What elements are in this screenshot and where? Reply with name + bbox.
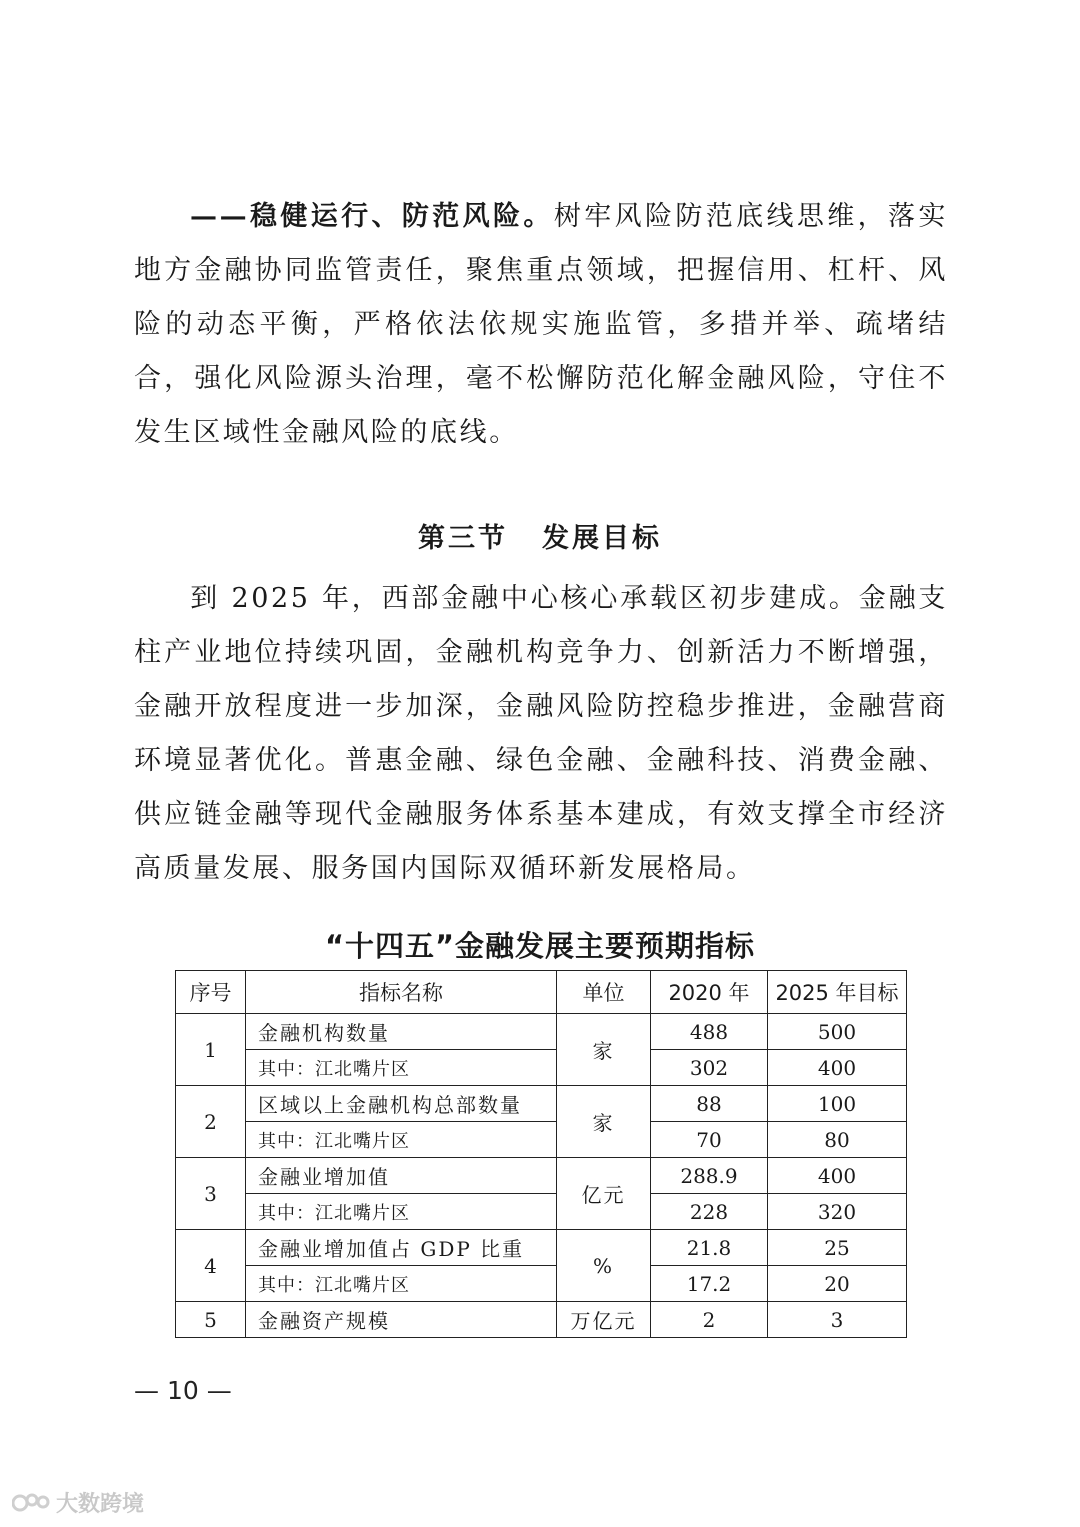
cell-unit: 家 bbox=[557, 1014, 651, 1086]
watermark-text: 大数跨境 bbox=[56, 1492, 145, 1517]
cell-2025: 320 bbox=[768, 1194, 907, 1230]
cell-indicator-name: 其中：江北嘴片区 bbox=[246, 1050, 557, 1086]
table-title: “十四五”金融发展主要预期指标 bbox=[324, 929, 756, 963]
table-row bbox=[176, 1230, 907, 1266]
cell-unit: 亿元 bbox=[557, 1158, 651, 1230]
cell-indicator-name: 金融业增加值占 GDP 比重 bbox=[246, 1230, 557, 1266]
cell-indicator-name: 金融业增加值 bbox=[246, 1158, 557, 1194]
cell-2020: 88 bbox=[651, 1086, 768, 1122]
cell-2020: 2 bbox=[651, 1302, 768, 1338]
cell-2020: 288.9 bbox=[651, 1158, 768, 1194]
table-row bbox=[176, 1266, 907, 1302]
cell-2020: 302 bbox=[651, 1050, 768, 1086]
table-header-row bbox=[176, 971, 907, 1014]
table-row bbox=[176, 1194, 907, 1230]
cell-2025: 3 bbox=[768, 1302, 907, 1338]
page-number: — 10 — bbox=[134, 1376, 232, 1405]
paragraph-body: 树牢风险防范底线思维，落实地方金融协同监管责任，聚焦重点领域，把握信用、杠杆、风险的动态平衡，严格依法依规实施监管，多措并举、疏堵结合，强化风险源头治理，毫不松懈防范化解金融风险，守住不发生区域性金融风险的底线。 bbox=[134, 201, 948, 448]
cell-unit: 万亿元 bbox=[557, 1302, 651, 1338]
cell-indicator-name: 其中：江北嘴片区 bbox=[246, 1194, 557, 1230]
section-heading bbox=[0, 516, 1080, 555]
cell-no: 3 bbox=[176, 1158, 246, 1230]
cell-no: 2 bbox=[176, 1086, 246, 1158]
table-row bbox=[176, 1014, 907, 1050]
table-row bbox=[176, 1086, 907, 1122]
section-title: 发展目标 bbox=[542, 523, 662, 554]
header-2020: 2020 年 bbox=[651, 971, 768, 1014]
table-row bbox=[176, 1158, 907, 1194]
paragraph-risk-prevention bbox=[134, 190, 948, 460]
cell-unit: % bbox=[557, 1230, 651, 1302]
table-row bbox=[176, 1302, 907, 1338]
cell-2020: 488 bbox=[651, 1014, 768, 1050]
section-number: 第三节 bbox=[418, 523, 508, 554]
cell-indicator-name: 其中：江北嘴片区 bbox=[246, 1266, 557, 1302]
watermark bbox=[12, 1487, 144, 1518]
cell-indicator-name: 区域以上金融机构总部数量 bbox=[246, 1086, 557, 1122]
cell-no: 5 bbox=[176, 1302, 246, 1338]
cell-unit: 家 bbox=[557, 1086, 651, 1158]
paragraph-goals-text: 到 2025 年，西部金融中心核心承载区初步建成。金融支柱产业地位持续巩固，金融机构竞争力、创新活力不断增强，金融开放程度进一步加深，金融风险防控稳步推进，金融营商环境显著优化。普惠金融、绿色金融、金融科技、消费金融、供应链金融等现代金融服务体系基本建成，有效支撑全市经济高质量发展、服务国内国际双循环新发展格局。 bbox=[134, 583, 948, 884]
cell-2020: 17.2 bbox=[651, 1266, 768, 1302]
logo-mark-icon bbox=[12, 1490, 52, 1516]
header-indicator-name: 指标名称 bbox=[246, 971, 557, 1014]
table-row bbox=[176, 1122, 907, 1158]
header-unit: 单位 bbox=[557, 971, 651, 1014]
cell-indicator-name: 金融资产规模 bbox=[246, 1302, 557, 1338]
cell-2025: 25 bbox=[768, 1230, 907, 1266]
cell-2025: 400 bbox=[768, 1158, 907, 1194]
cell-2025: 400 bbox=[768, 1050, 907, 1086]
cell-indicator-name: 其中：江北嘴片区 bbox=[246, 1122, 557, 1158]
header-2025-target: 2025 年目标 bbox=[768, 971, 907, 1014]
cell-2025: 80 bbox=[768, 1122, 907, 1158]
cell-2025: 500 bbox=[768, 1014, 907, 1050]
table-row bbox=[176, 1050, 907, 1086]
cell-2020: 70 bbox=[651, 1122, 768, 1158]
cell-no: 1 bbox=[176, 1014, 246, 1086]
paragraph-lead: ——稳健运行、防范风险。 bbox=[190, 201, 554, 232]
paragraph-goals bbox=[134, 572, 948, 896]
cell-2020: 21.8 bbox=[651, 1230, 768, 1266]
header-no: 序号 bbox=[176, 971, 246, 1014]
cell-no: 4 bbox=[176, 1230, 246, 1302]
indicators-table bbox=[175, 970, 907, 1338]
cell-2025: 100 bbox=[768, 1086, 907, 1122]
cell-2025: 20 bbox=[768, 1266, 907, 1302]
cell-2020: 228 bbox=[651, 1194, 768, 1230]
cell-indicator-name: 金融机构数量 bbox=[246, 1014, 557, 1050]
